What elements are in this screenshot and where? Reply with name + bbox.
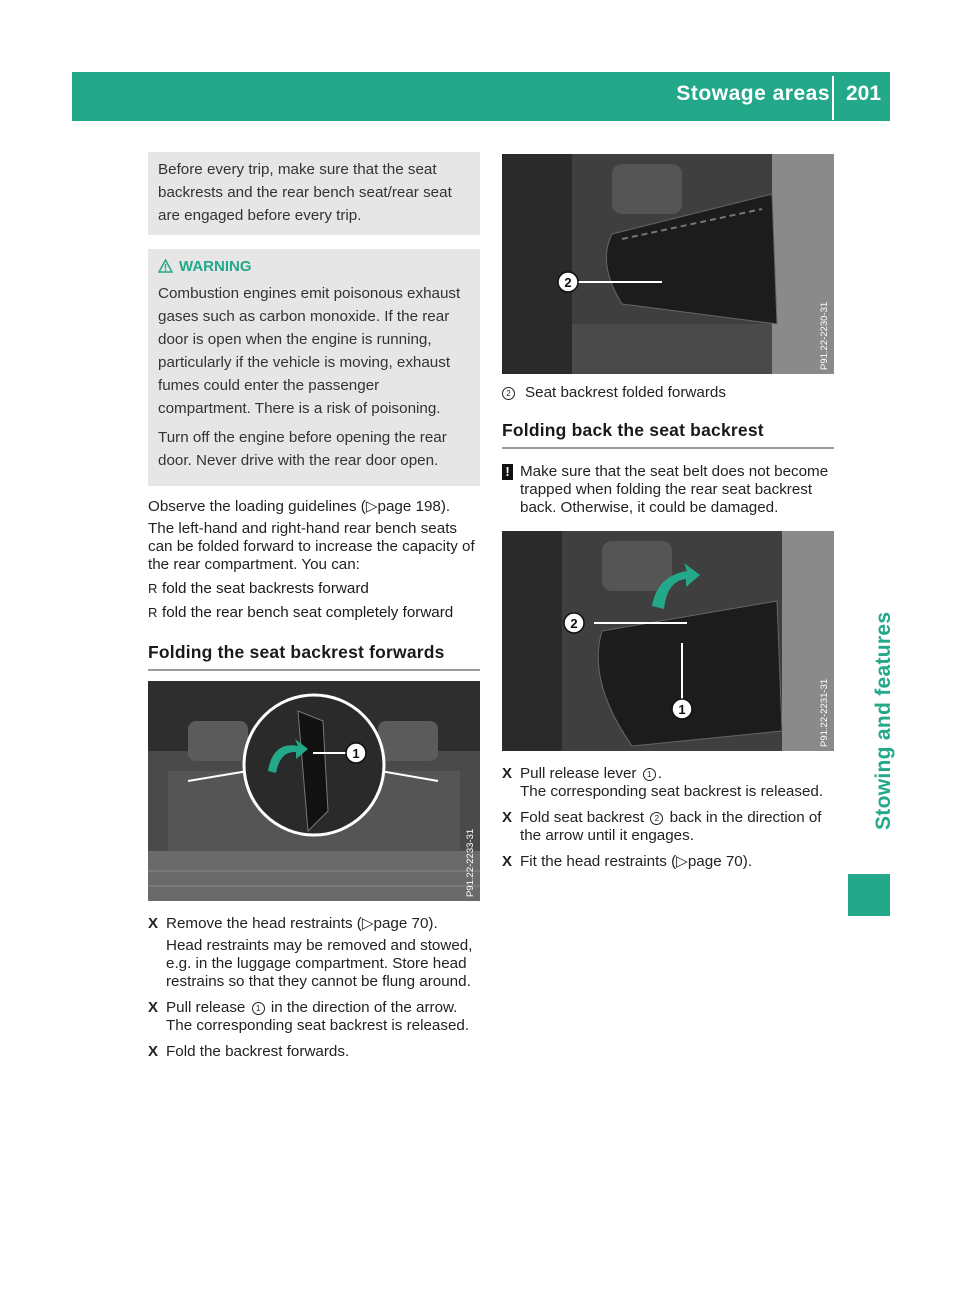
section-title: Stowage areas — [676, 82, 830, 105]
warning-title: WARNING — [179, 258, 252, 275]
photo-code-text: P91.22-2230-31 — [819, 301, 830, 370]
step-text: Fold the backrest forwards. — [166, 1043, 350, 1060]
photo-code — [816, 250, 832, 370]
warning-text-2: Turn off the engine before opening the rear door. Never drive with the rear door open. — [158, 429, 447, 469]
callout-number: 1 — [643, 768, 656, 781]
step-text: back in the direction of the arrow until it engages. — [520, 809, 822, 844]
x-step-icon: X — [148, 999, 159, 1016]
page-ref-icon: ▷ — [361, 915, 374, 932]
photo2-marker-2: 2 — [570, 616, 578, 631]
photo-code — [816, 627, 832, 747]
page-link[interactable]: page 70). — [373, 915, 438, 932]
photo-code-text: P91.22-2233-31 — [465, 828, 476, 897]
x-step-icon: X — [148, 1043, 159, 1060]
photo2-marker-1: 1 — [678, 702, 686, 717]
step-fold-backrest-back — [502, 809, 834, 845]
figure-caption — [502, 384, 834, 402]
page-ref-icon: ▷ — [676, 853, 688, 870]
step-text: in the direction of the arrow. — [270, 999, 458, 1016]
caution-note — [502, 463, 834, 517]
step-text: Fit the head restraints ( — [520, 853, 677, 870]
bullet-text: fold the seat backrests forward — [162, 580, 369, 597]
fold-back-illustration — [502, 531, 834, 751]
cargo-area-illustration — [148, 681, 480, 901]
step-pull-release — [148, 999, 480, 1035]
loading-link[interactable]: page 198). — [377, 498, 451, 515]
x-step-icon: X — [148, 915, 159, 932]
page-link[interactable]: page 70). — [687, 853, 753, 870]
step-fit-head-restraints — [502, 853, 834, 871]
photo-marker-2: 2 — [564, 275, 572, 290]
side-tab — [872, 611, 895, 850]
step-pull-release-lever — [502, 765, 834, 801]
step-text: Fold seat backrest — [520, 809, 645, 826]
section-heading: Folding the seat backrest forwards — [148, 642, 480, 671]
bullet-icon: R — [148, 581, 158, 596]
backrest-folded-photo — [502, 154, 834, 374]
note-box: Before every trip, make sure that the seat backrests and the rear bench seat/rear seat are engaged before every trip. — [148, 152, 480, 235]
caution-text: Make sure that the seat belt does not become trapped when folding the rear seat backrest back. Otherwise, it could be damaged. — [520, 463, 829, 516]
exclamation-icon: ! — [502, 464, 513, 480]
callout-number: 2 — [502, 387, 515, 400]
photo-code — [462, 777, 478, 897]
caption-text: Seat backrest folded forwards — [525, 384, 726, 401]
loading-text-a: Observe the loading guidelines ( — [148, 498, 366, 515]
bullet-text: fold the rear bench seat completely forward — [162, 604, 454, 621]
x-step-icon: X — [502, 853, 513, 870]
photo-marker-1: 1 — [352, 746, 360, 761]
left-column — [148, 152, 480, 1061]
step-detail: The corresponding seat backrest is released. — [166, 1017, 470, 1034]
folded-seat-illustration — [502, 154, 834, 374]
side-tab-label: Stowing and features — [872, 611, 895, 830]
side-tab-square — [848, 874, 890, 916]
step-detail: The corresponding seat backrest is released. — [520, 783, 824, 800]
bullet-icon: R — [148, 605, 158, 620]
x-step-icon: X — [502, 809, 513, 826]
callout-number: 1 — [252, 1002, 265, 1015]
loading-guidelines-text — [148, 498, 480, 516]
step-text: Remove the head restraints ( — [166, 915, 362, 932]
step-text: Pull release lever — [520, 765, 637, 782]
step-text: Pull release — [166, 999, 246, 1016]
x-step-icon: X — [502, 765, 513, 782]
section-heading: Folding back the seat backrest — [502, 420, 834, 449]
step-fold-backrest — [148, 1043, 480, 1061]
fold-intro-text: The left-hand and right-hand rear bench seats can be folded forward to increase the capacity of the rear compartment. You can: — [148, 520, 475, 573]
seat-release-photo — [148, 681, 480, 901]
right-column — [502, 152, 834, 871]
warning-text-1: Combustion engines emit poisonous exhaust gases such as carbon monoxide. If the rear door is open when the engine is running, particularly if the vehicle is moving, exhaust fumes could enter the passenger compartment. There is a risk of poisoning. — [158, 285, 461, 417]
page-ref-icon: ▷ — [365, 498, 378, 515]
page-number: 201 — [846, 82, 882, 105]
step-remove-head-restraints — [148, 915, 480, 991]
warning-box — [148, 249, 480, 486]
warning-triangle-icon — [158, 259, 173, 273]
photo-code-text: P91.22-2231-31 — [819, 678, 830, 747]
list-item — [148, 604, 480, 622]
step-text: . — [657, 765, 662, 782]
warning-heading — [158, 255, 470, 278]
header-divider — [832, 76, 834, 120]
step-detail: Head restraints may be removed and stowed, e.g. in the luggage compartment. Store head restrains so that they cannot be flung around. — [166, 937, 473, 990]
callout-number: 2 — [650, 812, 663, 825]
fold-back-photo — [502, 531, 834, 751]
list-item — [148, 580, 480, 598]
